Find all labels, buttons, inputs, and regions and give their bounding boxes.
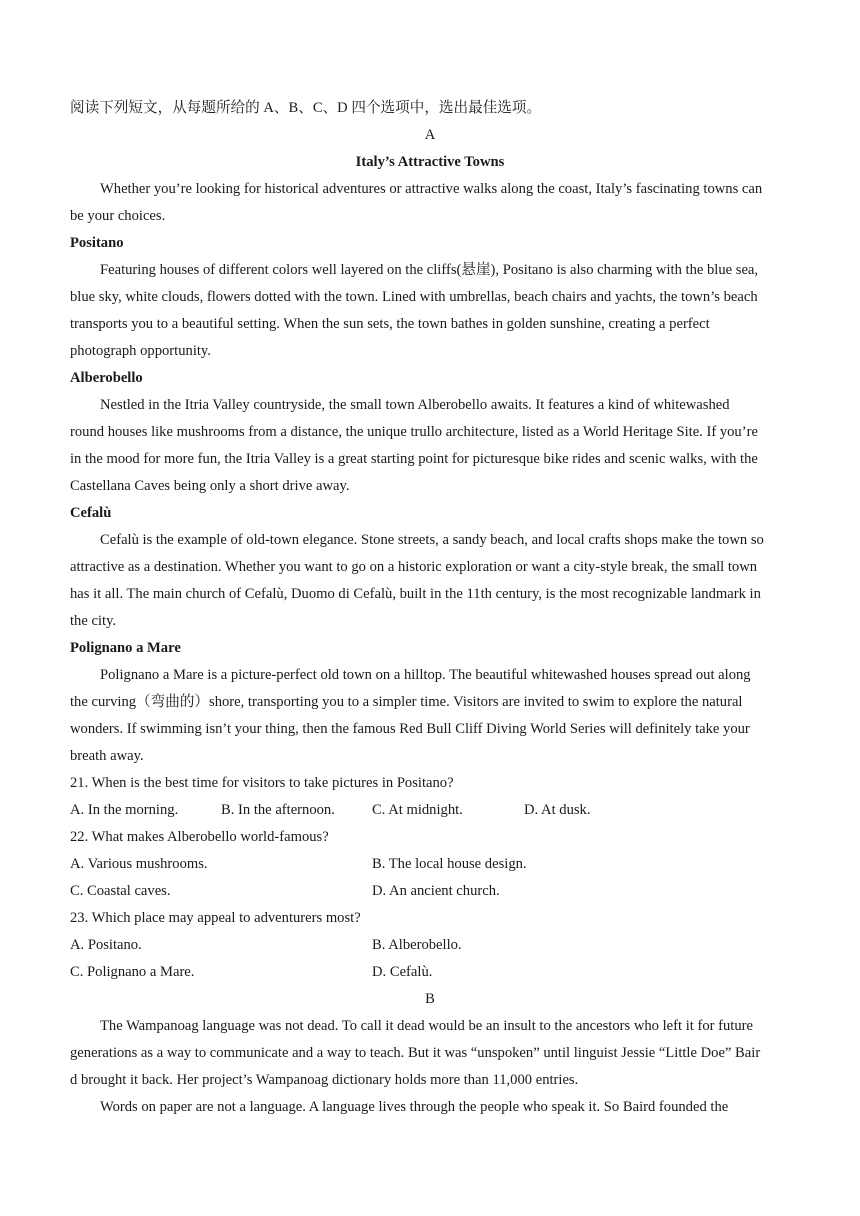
town-heading-polignano: Polignano a Mare <box>70 640 181 656</box>
section-b-letter: B <box>425 991 435 1007</box>
q21-option-d: D. At dusk. <box>524 802 591 818</box>
q21-option-b: B. In the afternoon. <box>221 802 335 818</box>
cefalu-line-2: attractive as a destination. Whether you want to go on a historic exploration or want a city-style break, the small town <box>70 559 758 575</box>
q23-option-a: A. Positano. <box>70 937 142 953</box>
q22-option-d: D. An ancient church. <box>372 883 500 899</box>
town-heading-cefalu: Cefalù <box>70 505 112 521</box>
alberobello-line-4: Castellana Caves being only a short drive away. <box>70 478 350 494</box>
q22-option-b: B. The local house design. <box>372 856 527 872</box>
alberobello-line-3: in the mood for more fun, the Itria Valley is a great starting point for picturesque bike rides and scenic walks, with the <box>70 451 758 467</box>
question-21-stem: 21. When is the best time for visitors to take pictures in Positano? <box>70 775 454 791</box>
q22-option-c: C. Coastal caves. <box>70 883 171 899</box>
positano-line-1: Featuring houses of different colors well layered on the cliffs(悬崖), Positano is also charming with the blue sea, <box>100 262 759 278</box>
intro-line-2: be your choices. <box>70 208 166 224</box>
alberobello-line-1: Nestled in the Itria Valley countryside, the small town Alberobello awaits. It features a kind of whitewashed <box>100 397 730 413</box>
town-heading-positano: Positano <box>70 235 124 251</box>
cefalu-line-4: the city. <box>70 613 117 629</box>
instruction-text: 阅读下列短文，从每题所给的 A、B、C、D 四个选项中，选出最佳选项。 <box>70 100 542 116</box>
question-23-stem: 23. Which place may appeal to adventurers most? <box>70 910 361 926</box>
q22-option-a: A. Various mushrooms. <box>70 856 208 872</box>
q21-option-a: A. In the morning. <box>70 802 179 818</box>
cefalu-line-3: has it all. The main church of Cefalù, Duomo di Cefalù, built in the 11th century, is the most recognizable landmark in <box>70 586 761 602</box>
passage-b-p1-line-1: The Wampanoag language was not dead. To call it dead would be an insult to the ancestors who left it for future <box>100 1018 753 1034</box>
cefalu-line-1: Cefalù is the example of old-town elegance. Stone streets, a sandy beach, and local crafts shops make the town so <box>100 532 764 548</box>
q23-option-d: D. Cefalù. <box>372 964 433 980</box>
q21-option-c: C. At midnight. <box>372 802 463 818</box>
positano-line-3: transports you to a beautiful setting. When the sun sets, the town bathes in golden sunshine, creating a perfect <box>70 316 710 332</box>
section-a-letter: A <box>424 127 436 143</box>
polignano-line-2: the curving（弯曲的）shore, transporting you to a simpler time. Visitors are invited to swim to explore the natural <box>70 694 743 710</box>
alberobello-line-2: round houses like mushrooms from a distance, the unique trullo architecture, listed as a World Heritage Site. If you’re <box>70 424 758 440</box>
polignano-line-4: breath away. <box>70 748 144 764</box>
intro-line-1: Whether you’re looking for historical adventures or attractive walks along the coast, Italy’s fascinating towns can <box>100 181 763 197</box>
town-heading-alberobello: Alberobello <box>70 370 143 386</box>
passage-b-p1-line-2: generations as a way to communicate and a way to teach. But it was “unspoken” until linguist Jessie “Little Doe” Bair <box>70 1045 761 1061</box>
passage-b-p1-line-3: d brought it back. Her project’s Wampanoag dictionary holds more than 11,000 entries. <box>70 1072 579 1088</box>
q23-option-b: B. Alberobello. <box>372 937 462 953</box>
q23-option-c: C. Polignano a Mare. <box>70 964 195 980</box>
positano-line-4: photograph opportunity. <box>70 343 211 359</box>
passage-b-p2-line-1: Words on paper are not a language. A language lives through the people who speak it. So Baird founded the <box>100 1099 729 1115</box>
question-22-stem: 22. What makes Alberobello world-famous? <box>70 829 329 845</box>
polignano-line-1: Polignano a Mare is a picture-perfect old town on a hilltop. The beautiful whitewashed houses spread out along <box>100 667 751 683</box>
passage-a-title: Italy’s Attractive Towns <box>355 154 505 170</box>
polignano-line-3: wonders. If swimming isn’t your thing, then the famous Red Bull Cliff Diving World Series will definitely take your <box>70 721 750 737</box>
positano-line-2: blue sky, white clouds, flowers dotted with the town. Lined with umbrellas, beach chairs and yachts, the town’s beach <box>70 289 758 305</box>
